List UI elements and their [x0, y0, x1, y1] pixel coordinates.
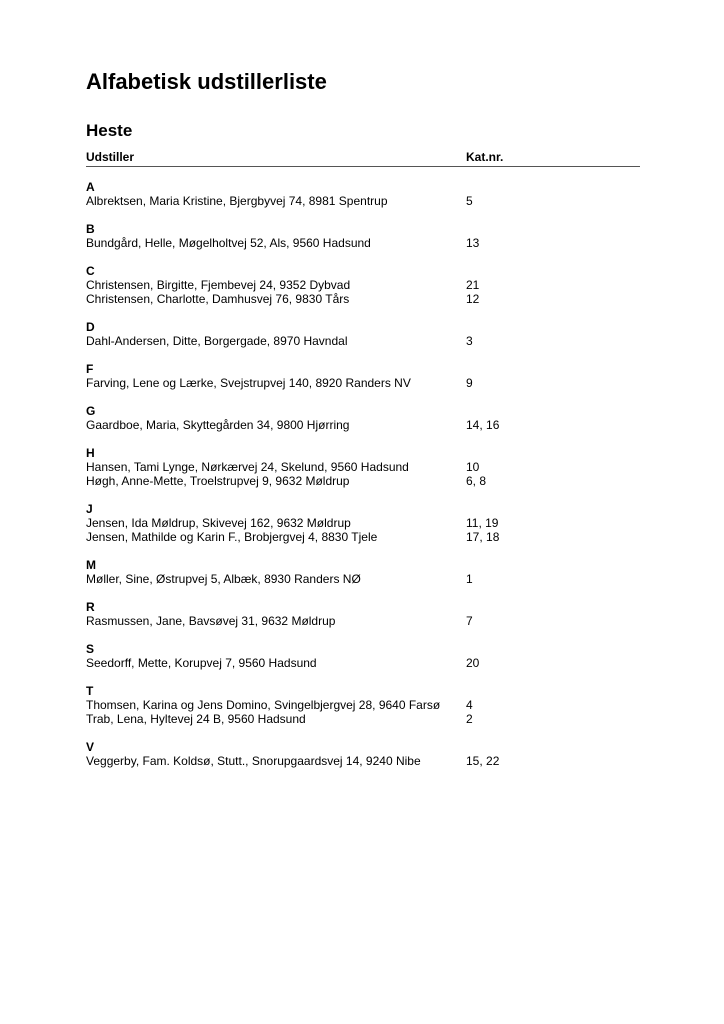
exhibitor-name: Albrektsen, Maria Kristine, Bjergbyvej 74, 8981 Spentrup: [86, 194, 388, 208]
list-item: [86, 236, 640, 250]
list-item: [86, 572, 640, 586]
list-item: [86, 194, 640, 208]
letter-group: [86, 362, 640, 390]
letter-group: [86, 320, 640, 348]
exhibitor-name: Trab, Lena, Hyltevej 24 B, 9560 Hadsund: [86, 712, 306, 726]
letter-group: [86, 684, 640, 726]
letter-heading: S: [86, 642, 95, 656]
exhibitor-name: Thomsen, Karina og Jens Domino, Svingelbjergvej 28, 9640 Farsø: [86, 698, 441, 712]
letter-heading: T: [86, 684, 94, 698]
letter-group: [86, 222, 640, 250]
exhibitor-name: Rasmussen, Jane, Bavsøvej 31, 9632 Møldrup: [86, 614, 336, 628]
exhibitor-name: Jensen, Mathilde og Karin F., Brobjergvej 4, 8830 Tjele: [86, 530, 378, 544]
exhibitor-name: Gaardboe, Maria, Skyttegården 34, 9800 Hjørring: [86, 418, 350, 432]
list-item: [86, 460, 640, 474]
exhibitor-name: Høgh, Anne-Mette, Troelstrupvej 9, 9632 Møldrup: [86, 474, 350, 488]
letter-heading: R: [86, 600, 95, 614]
catalog-number: 1: [466, 572, 473, 586]
list-item: [86, 698, 640, 712]
exhibitor-name: Dahl-Andersen, Ditte, Borgergade, 8970 Havndal: [86, 334, 348, 348]
list-item: [86, 278, 640, 292]
letter-heading: M: [86, 558, 96, 572]
catalog-number: 11, 19: [466, 516, 499, 530]
letter-group: [86, 740, 640, 768]
catalog-number: 9: [466, 376, 473, 390]
exhibitor-name: Hansen, Tami Lynge, Nørkærvej 24, Skelund, 9560 Hadsund: [86, 460, 409, 474]
catalog-number: 21: [466, 278, 480, 292]
column-header-catalog: Kat.nr.: [466, 150, 504, 164]
catalog-number: 7: [466, 614, 473, 628]
letter-heading: A: [86, 180, 95, 194]
exhibitor-list: [86, 180, 640, 782]
list-item: [86, 334, 640, 348]
column-header: [86, 149, 640, 167]
list-item: [86, 292, 640, 306]
list-item: [86, 530, 640, 544]
letter-group: [86, 446, 640, 488]
list-item: [86, 656, 640, 670]
exhibitor-name: Jensen, Ida Møldrup, Skivevej 162, 9632 Møldrup: [86, 516, 351, 530]
list-item: [86, 516, 640, 530]
letter-group: [86, 600, 640, 628]
letter-heading: G: [86, 404, 96, 418]
catalog-number: 2: [466, 712, 473, 726]
letter-group: [86, 558, 640, 586]
letter-heading: C: [86, 264, 95, 278]
list-item: [86, 418, 640, 432]
list-item: [86, 474, 640, 488]
catalog-number: 14, 16: [466, 418, 500, 432]
list-item: [86, 712, 640, 726]
list-item: [86, 614, 640, 628]
letter-group: [86, 642, 640, 670]
exhibitor-name: Christensen, Charlotte, Damhusvej 76, 9830 Tårs: [86, 292, 350, 306]
catalog-number: 6, 8: [466, 474, 487, 488]
catalog-number: 20: [466, 656, 480, 670]
catalog-number: 5: [466, 194, 473, 208]
catalog-number: 13: [466, 236, 480, 250]
letter-heading: D: [86, 320, 95, 334]
catalog-number: 4: [466, 698, 473, 712]
catalog-number: 10: [466, 460, 480, 474]
letter-group: [86, 502, 640, 544]
letter-group: [86, 264, 640, 306]
letter-heading: V: [86, 740, 95, 754]
column-header-exhibitor: Udstiller: [86, 150, 135, 164]
document-page: [86, 68, 640, 768]
catalog-number: 12: [466, 292, 480, 306]
exhibitor-name: Møller, Sine, Østrupvej 5, Albæk, 8930 Randers NØ: [86, 572, 361, 586]
list-item: [86, 754, 640, 768]
catalog-number: 17, 18: [466, 530, 500, 544]
letter-heading: H: [86, 446, 95, 460]
letter-heading: J: [86, 502, 93, 516]
page-title: Alfabetisk udstillerliste: [86, 69, 327, 94]
section-title: Heste: [86, 121, 133, 140]
exhibitor-name: Christensen, Birgitte, Fjembevej 24, 9352 Dybvad: [86, 278, 351, 292]
letter-group: [86, 180, 640, 208]
letter-heading: F: [86, 362, 94, 376]
letter-heading: B: [86, 222, 95, 236]
list-item: [86, 376, 640, 390]
exhibitor-name: Farving, Lene og Lærke, Svejstrupvej 140, 8920 Randers NV: [86, 376, 411, 390]
letter-group: [86, 404, 640, 432]
exhibitor-name: Bundgård, Helle, Møgelholtvej 52, Als, 9560 Hadsund: [86, 236, 371, 250]
exhibitor-name: Veggerby, Fam. Koldsø, Stutt., Snorupgaardsvej 14, 9240 Nibe: [86, 754, 421, 768]
catalog-number: 15, 22: [466, 754, 500, 768]
catalog-number: 3: [466, 334, 473, 348]
exhibitor-name: Seedorff, Mette, Korupvej 7, 9560 Hadsund: [86, 656, 317, 670]
